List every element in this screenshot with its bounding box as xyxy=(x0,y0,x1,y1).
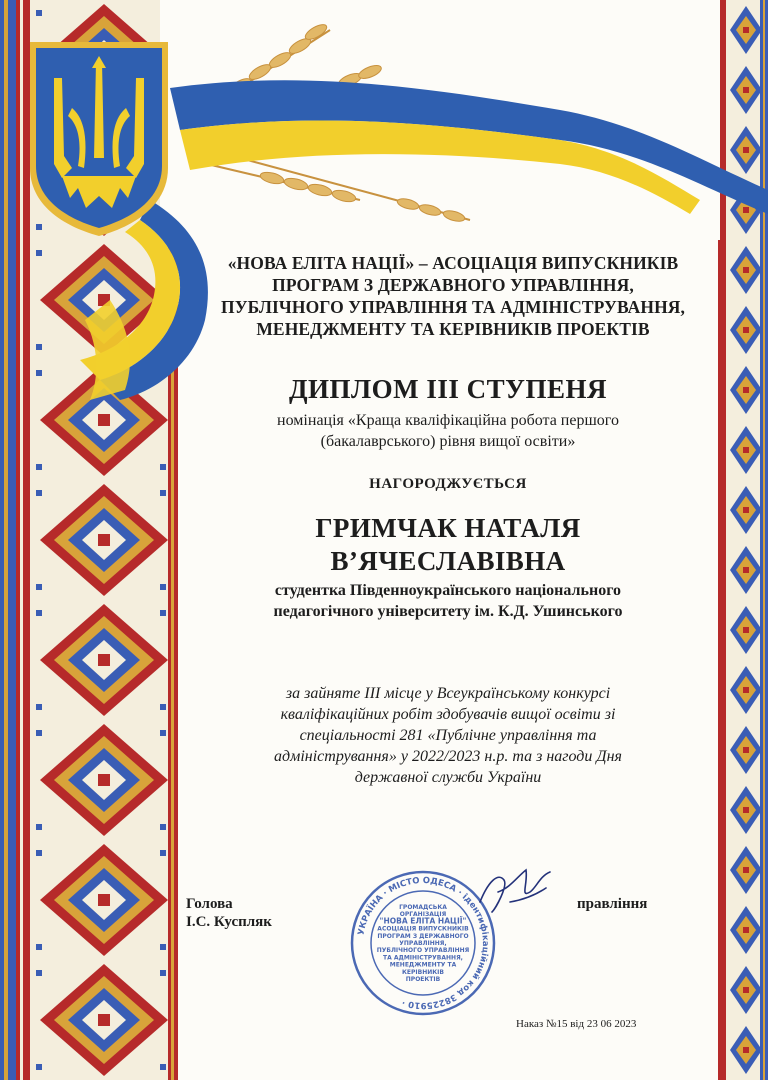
signatory-block xyxy=(186,895,272,931)
signatory-title: Голова xyxy=(186,896,233,912)
nomination-text xyxy=(180,410,716,452)
awarded-heading: НАГОРОДЖУЄТЬСЯ xyxy=(369,476,527,492)
stamp-text-line: МЕНЕДЖМЕНТУ ТА xyxy=(389,961,457,969)
organization-name-line: ПРОГРАМ З ДЕРЖАВНОГО УПРАВЛІННЯ, xyxy=(272,275,634,295)
organization-name-line: ПУБЛІЧНОГО УПРАВЛІННЯ ТА АДМІНІСТРУВАННЯ, xyxy=(220,297,686,317)
organization-name-line: МЕНЕДЖМЕНТУ ТА КЕРІВНИКІВ ПРОЕКТІВ xyxy=(256,319,650,339)
recipient-name-line: В’ЯЧЕСЛАВІВНА xyxy=(330,546,566,576)
stamp-text-line: ГРОМАДСЬКА xyxy=(399,904,447,911)
reason-line: за зайняте ІІІ місце у Всеукраїнському конкурсі xyxy=(285,685,611,702)
svg-text:УКРАЇНА · МІСТО ОДЕСА · іденти: УКРАЇНА · МІСТО ОДЕСА · ідентифікаційний код 38225910 · xyxy=(356,875,491,1011)
stamp-text-line: ПРОГРАМ З ДЕРЖАВНОГО xyxy=(377,932,469,940)
signatory-position-suffix: правління xyxy=(577,896,648,912)
organization-name xyxy=(190,252,716,340)
stamp-text-line: КЕРІВНИКІВ xyxy=(402,968,444,976)
reason-line: кваліфікаційних робіт здобувачів вищої освіти зі xyxy=(280,706,616,723)
affiliation-line: студентка Південноукраїнського національного xyxy=(274,582,622,599)
order-reference: Наказ №15 від 23 06 2023 xyxy=(516,1018,637,1030)
award-reason xyxy=(210,683,686,788)
reason-line: адміністрування» у 2022/2023 н.р. та з нагоди Дня xyxy=(274,748,622,765)
stamp-text-line: АСОЦІАЦІЯ ВИПУСКНИКІВ xyxy=(377,925,469,933)
stamp-text-line: ПУБЛІЧНОГО УПРАВЛІННЯ xyxy=(376,947,470,955)
nomination-line: (бакалаврського) рівня вищої освіти» xyxy=(320,433,576,450)
recipient-name-line: ГРИМЧАК НАТАЛЯ xyxy=(315,513,581,543)
organization-name-line: «НОВА ЕЛІТА НАЦІЇ» – АСОЦІАЦІЯ ВИПУСКНИКІВ xyxy=(227,253,679,273)
stamp-text-line: ОРГАНІЗАЦІЯ xyxy=(399,911,447,919)
embroidery-border-right xyxy=(718,0,768,1080)
signatory-name: І.С. Куспляк xyxy=(186,914,272,930)
nomination-line: номінація «Краща кваліфікаційна робота першого xyxy=(277,412,619,429)
stamp-text-line: УПРАВЛІННЯ, xyxy=(399,940,447,947)
affiliation-line: педагогічного університету ім. К.Д. Ушинського xyxy=(273,603,623,620)
diploma-title: ДИПЛОМ ІІІ СТУПЕНЯ xyxy=(288,374,608,404)
recipient-name xyxy=(180,512,716,578)
reason-line: державної служби України xyxy=(354,769,542,786)
reason-line: спеціальності 281 «Публічне управління та xyxy=(299,727,597,744)
handwritten-signature xyxy=(470,862,560,922)
stamp-text-line: ТА АДМІНІСТРУВАННЯ, xyxy=(383,954,463,962)
stamp-text-line: "НОВА ЕЛІТА НАЦІЇ" xyxy=(379,916,467,926)
recipient-affiliation xyxy=(180,580,716,622)
stamp-text-line: ПРОЕКТІВ xyxy=(405,976,441,983)
trident-coat-of-arms-icon xyxy=(24,38,174,238)
